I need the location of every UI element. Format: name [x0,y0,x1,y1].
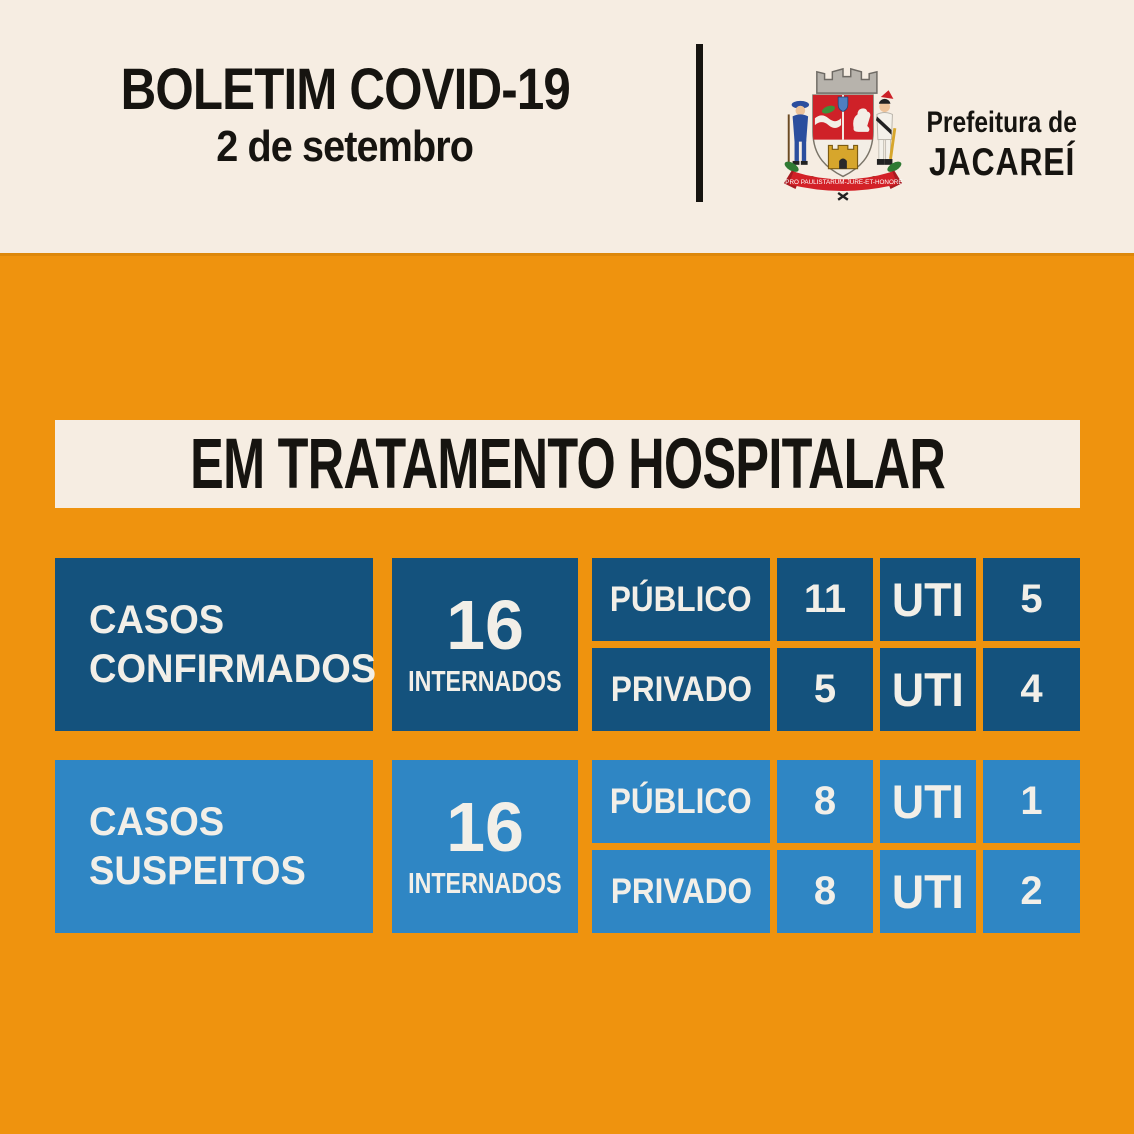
sector-cell [592,760,770,843]
section-title: EM TRATAMENTO HOSPITALAR [190,424,945,504]
count-value: 11 [803,577,847,621]
sector-label: PÚBLICO [610,781,752,821]
bulletin-date: 2 de setembro [216,121,474,171]
bulletin-title: BOLETIM COVID-19 [120,57,570,122]
uti-label: UTI [892,663,964,716]
sector-label: PRIVADO [610,669,752,709]
count-cell [777,850,873,933]
uti-label: UTI [892,573,964,626]
total-value: 16 [446,788,524,866]
header [0,0,1134,253]
uti-count-value: 2 [1020,869,1043,913]
count-cell [777,558,873,641]
count-value: 5 [813,667,837,711]
uti-count-value: 1 [1020,779,1043,823]
crest-motto: PRO PAULISTARUM-JURE-ET-HONORE [785,179,903,187]
section-banner [55,420,1080,508]
count-cell [777,760,873,843]
org-name: JACAREÍ [928,141,1075,184]
sector-cell [592,850,770,933]
breakdown-grid-confirmed [592,558,1080,731]
count-value: 8 [813,869,837,913]
total-card-confirmed [392,558,578,731]
prefeitura-logo [780,54,1093,202]
uti-cell [880,558,976,641]
jacarei-coat-of-arms-icon [780,54,906,202]
org-prefix: Prefeitura de [926,106,1077,139]
total-label: INTERNADOS [408,666,562,698]
uti-cell [880,648,976,731]
uti-cell [880,760,976,843]
count-cell [777,648,873,731]
count-value: 8 [813,779,837,823]
uti-count-cell [983,648,1080,731]
uti-label: UTI [892,775,964,828]
total-value: 16 [446,586,524,664]
uti-count-cell [983,760,1080,843]
uti-label: UTI [892,865,964,918]
total-card-suspected [392,760,578,933]
sector-label: PÚBLICO [610,579,752,619]
uti-count-cell [983,558,1080,641]
confirmed-cases-row [55,558,1080,731]
sector-label: PRIVADO [610,871,752,911]
total-label: INTERNADOS [408,868,562,900]
uti-count-value: 5 [1020,577,1043,621]
breakdown-grid-suspected [592,760,1080,933]
title-block [45,57,645,171]
category-card-suspected [55,760,373,933]
org-text [910,106,1093,185]
category-label: CASOS CONFIRMADOS [89,597,377,691]
category-label: CASOS SUSPEITOS [89,799,306,893]
header-divider [696,44,703,202]
category-card-confirmed [55,558,377,731]
sector-cell [592,558,770,641]
sector-cell [592,648,770,731]
uti-cell [880,850,976,933]
suspected-cases-row [55,760,1080,933]
header-body-separator [0,253,1134,256]
uti-count-cell [983,850,1080,933]
uti-count-value: 4 [1020,667,1043,711]
